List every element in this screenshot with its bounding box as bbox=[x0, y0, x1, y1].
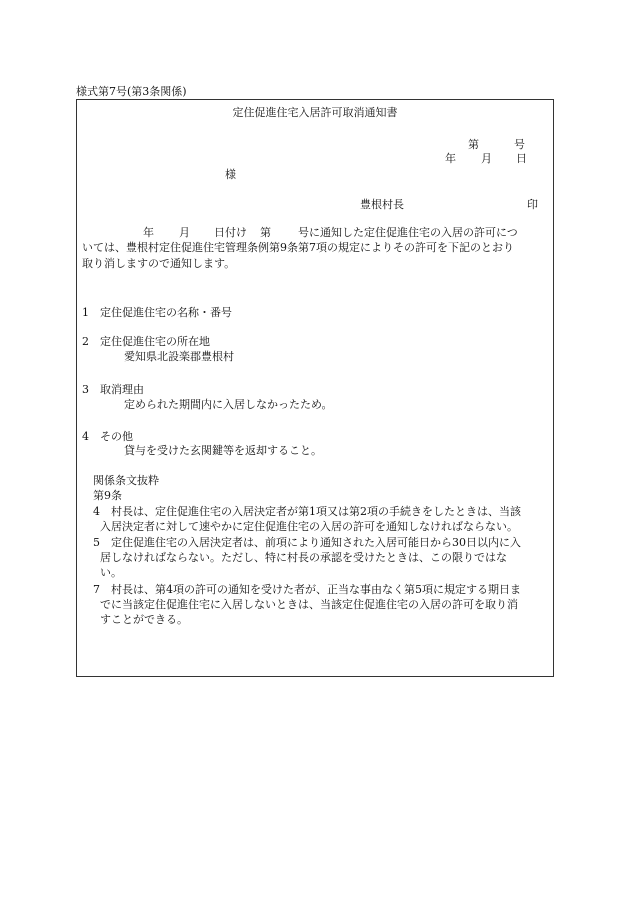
date-year: 年 bbox=[445, 152, 456, 165]
document-title: 定住促進住宅入居許可取消通知書 bbox=[232, 106, 398, 119]
item-4-number: 4 bbox=[82, 430, 89, 443]
law-clause-7-line2: でに当該定住促進住宅に入居しないときは、当該定住促進住宅の入居の許可を取り消 bbox=[100, 598, 518, 611]
intro-day: 日付け bbox=[214, 226, 247, 239]
seal-mark: 印 bbox=[527, 198, 538, 211]
item-4-value: 貸与を受けた玄関鍵等を返却すること。 bbox=[124, 444, 322, 457]
number-dai: 第 bbox=[468, 138, 479, 151]
item-3-label: 取消理由 bbox=[100, 383, 144, 396]
issuer-name: 豊根村長 bbox=[360, 198, 404, 211]
form-label: 様式第7号(第3条関係) bbox=[76, 85, 187, 98]
intro-month: 月 bbox=[179, 226, 190, 239]
item-2-label: 定住促進住宅の所在地 bbox=[100, 335, 210, 348]
law-clause-5-line1: 5 定住促進住宅の入居決定者は、前項により通知された入居可能日から30日以内に入 bbox=[93, 536, 521, 549]
intro-year: 年 bbox=[143, 226, 154, 239]
item-3-number: 3 bbox=[82, 383, 89, 396]
number-go: 号 bbox=[514, 138, 525, 151]
law-clause-7-line3: すことができる。 bbox=[100, 613, 188, 626]
date-day: 日 bbox=[516, 152, 527, 165]
law-clause-4-line1: 4 村長は、定住促進住宅の入居決定者が第1項又は第2項の手続きをしたときは、当該 bbox=[93, 505, 521, 518]
item-4-label: その他 bbox=[100, 430, 133, 443]
law-clause-7-line1: 7 村長は、第4項の許可の通知を受けた者が、正当な事由なく第5項に規定する期日ま bbox=[93, 583, 521, 596]
date-month: 月 bbox=[481, 152, 492, 165]
item-2-value: 愛知県北設楽郡豊根村 bbox=[124, 350, 234, 363]
item-1-label: 定住促進住宅の名称・番号 bbox=[100, 306, 232, 319]
intro-line2: いては、豊根村定住促進住宅管理条例第9条第7項の規定によりその許可を下記のとおり bbox=[82, 241, 514, 254]
law-clause-5-line2: 居しなければならない。ただし、特に村長の承認を受けたときは、この限りではな bbox=[100, 551, 507, 564]
law-clause-5-line3: い。 bbox=[100, 566, 122, 579]
item-2-number: 2 bbox=[82, 335, 89, 348]
item-3-value: 定められた期間内に入居しなかったため。 bbox=[124, 398, 333, 411]
addressee-sama: 様 bbox=[225, 168, 236, 181]
law-clause-4-line2: 入居決定者に対して速やかに定住促進住宅の入居の許可を通知しなければならない。 bbox=[100, 520, 518, 533]
intro-line3: 取り消しますので通知します。 bbox=[82, 257, 236, 270]
law-article: 第9条 bbox=[93, 489, 122, 502]
law-heading: 関係条文抜粋 bbox=[93, 474, 159, 487]
intro-dai: 第 bbox=[260, 226, 271, 239]
item-1-number: 1 bbox=[82, 306, 89, 319]
intro-line1-rest: 号に通知した定住促進住宅の入居の許可につ bbox=[298, 226, 518, 239]
